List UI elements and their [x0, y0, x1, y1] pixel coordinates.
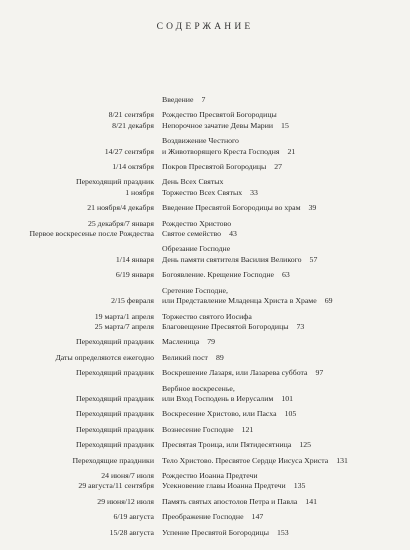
toc-row	[0, 95, 410, 105]
toc-entry[interactable]	[162, 312, 397, 322]
toc-entry-title: Рождество Пресвятой Богородицы	[162, 110, 277, 120]
toc-date: Переходящий праздник	[75, 337, 154, 347]
toc-page-number: 33	[250, 187, 258, 197]
toc-entries	[162, 512, 397, 522]
toc-date: 6/19 января	[115, 270, 154, 280]
toc-entries	[162, 456, 397, 466]
toc-dates	[0, 110, 154, 131]
toc-dates	[0, 471, 154, 492]
toc-entry-title: Введение	[162, 95, 194, 104]
toc-entry[interactable]	[162, 244, 397, 254]
toc-entries	[162, 409, 397, 419]
toc-entries	[162, 162, 397, 172]
toc-entry[interactable]	[162, 255, 397, 265]
toc-page-number: 69	[324, 296, 333, 306]
toc-entry-title: Преображение Господне	[162, 512, 244, 522]
toc-entries	[162, 440, 397, 450]
toc-entries	[162, 110, 397, 131]
toc-page-number: 21	[287, 146, 296, 156]
toc-entries	[162, 425, 397, 435]
toc-date: 25 декабря/7 января	[87, 218, 154, 228]
toc-row	[0, 286, 410, 307]
toc-date	[0, 136, 154, 146]
toc-dates	[0, 497, 154, 507]
toc-row	[0, 270, 410, 280]
toc-entry[interactable]	[162, 481, 397, 491]
page-title: СОДЕРЖАНИЕ	[156, 22, 254, 32]
toc-entry-title: День памяти святителя Василия Великого	[162, 254, 302, 264]
toc-entry-title: Обрезание Господне	[162, 244, 231, 254]
toc-entry[interactable]	[162, 270, 397, 280]
toc-entry-title: Вознесение Господне	[162, 424, 234, 434]
toc-page-number: 39	[308, 203, 317, 213]
toc-row	[0, 425, 410, 435]
toc-row	[0, 110, 410, 131]
toc-entry[interactable]	[162, 440, 397, 450]
toc-row	[0, 384, 410, 405]
toc-dates	[0, 286, 154, 307]
toc-date: 8/21 декабря	[112, 120, 154, 130]
toc-entries	[162, 95, 397, 105]
toc-entry[interactable]	[162, 337, 397, 347]
toc-entries	[162, 312, 397, 333]
toc-entry-title: или Вход Господень в Иерусалим	[162, 393, 274, 403]
toc-entries	[162, 528, 397, 538]
toc-entries	[162, 219, 397, 240]
toc-entry-title: День Всех Святых	[162, 177, 224, 187]
toc-entry-title: Святое семейство	[162, 229, 222, 239]
toc-entry[interactable]	[162, 110, 397, 120]
toc-entry[interactable]	[162, 188, 397, 198]
toc-dates	[0, 425, 154, 435]
toc-date	[0, 384, 154, 394]
toc-page-number: 131	[336, 455, 348, 465]
toc-dates	[0, 95, 154, 105]
toc-date: 29 июня/12 июля	[97, 496, 154, 506]
toc-entry[interactable]	[162, 512, 397, 522]
toc-date: 1/14 октября	[112, 162, 154, 172]
toc-entry-title: Торжество святого Иосифа	[162, 311, 252, 321]
toc-row	[0, 162, 410, 172]
toc-dates	[0, 456, 154, 466]
toc-entries	[162, 384, 397, 405]
toc-entry[interactable]	[162, 286, 397, 296]
toc-entry[interactable]	[162, 121, 397, 131]
toc-row	[0, 337, 410, 347]
toc-row	[0, 528, 410, 538]
toc-row	[0, 136, 410, 157]
toc-entry[interactable]	[162, 528, 397, 538]
toc-row	[0, 203, 410, 213]
toc-date: 2/15 февраля	[111, 296, 154, 306]
toc-entries	[162, 203, 397, 213]
toc-entry-title: Воскрешение Лазаря, или Лазарева суббота	[162, 368, 308, 378]
toc-entry[interactable]	[162, 219, 397, 229]
toc-date: 14/27 сентября	[104, 146, 154, 156]
toc-entry[interactable]	[162, 147, 397, 157]
toc-entry[interactable]	[162, 95, 397, 105]
toc-page-number: 101	[281, 393, 294, 403]
toc-date: Переходящие праздники	[72, 455, 154, 465]
toc-row	[0, 440, 410, 450]
toc-page-number: 135	[293, 481, 306, 491]
toc-entry-title: Рождество Христово	[162, 218, 232, 228]
toc-date: Переходящий праздник	[75, 409, 154, 419]
toc-dates	[0, 203, 154, 213]
toc-entry[interactable]	[162, 409, 397, 419]
toc-page-number: 121	[241, 424, 254, 434]
toc-row	[0, 312, 410, 333]
toc-entries	[162, 497, 397, 507]
toc-entry-title: Воскресение Христово, или Пасха	[162, 409, 277, 419]
toc-dates	[0, 368, 154, 378]
toc-date: Переходящий праздник	[75, 177, 154, 187]
toc-entry-title: или Представление Младенца Христа в Храме	[162, 296, 317, 306]
toc-date: 8/21 сентября	[108, 110, 154, 120]
toc-entry-title: Воздвижение Честного	[162, 136, 239, 146]
toc-page-number: 27	[274, 162, 283, 172]
toc-date: Переходящий праздник	[75, 440, 154, 450]
toc-entries	[162, 337, 397, 347]
toc-date: Даты определяются ежегодно	[55, 352, 154, 362]
toc-entry-title: Память святых апостолов Петра и Павла	[162, 496, 298, 506]
toc-entry[interactable]	[162, 162, 397, 172]
toc-entry[interactable]	[162, 136, 397, 146]
toc-page-number: 147	[251, 512, 264, 522]
toc-page-number: 7	[201, 95, 206, 104]
toc-entry-title: Масленица	[162, 337, 200, 347]
toc-page-number: 105	[284, 409, 297, 419]
toc-dates	[0, 528, 154, 538]
toc-entry[interactable]	[162, 322, 397, 332]
toc-entries	[162, 471, 397, 492]
toc-entries	[162, 177, 397, 198]
toc-dates	[0, 219, 154, 240]
toc-entry-title: Сретение Господне,	[162, 285, 228, 295]
toc-row	[0, 219, 410, 240]
toc-date: 24 июня/7 июля	[101, 470, 154, 480]
toc-entries	[162, 244, 397, 265]
toc-dates	[0, 136, 154, 157]
toc-date	[0, 95, 154, 105]
toc-entry-title: Пресвятая Троица, или Пятидесятница	[162, 440, 292, 450]
toc-page-number: 63	[281, 270, 290, 280]
toc-dates	[0, 312, 154, 333]
toc-entry[interactable]	[162, 368, 397, 378]
toc-entry[interactable]	[162, 353, 397, 363]
toc-entry-title: Вербное воскресенье,	[162, 383, 235, 393]
toc-page-number: 141	[305, 496, 317, 506]
toc-entry[interactable]	[162, 394, 397, 404]
toc-entry-title: Тело Христово. Пресвятое Сердце Иисуса Христа	[162, 455, 329, 465]
toc-entry-title: Усекновение главы Иоанна Предтечи	[162, 481, 286, 491]
toc-row	[0, 512, 410, 522]
toc-entry[interactable]	[162, 384, 397, 394]
toc-page-number: 97	[315, 368, 324, 378]
toc-entry-title: и Животворящего Креста Господня	[162, 146, 280, 156]
toc-entry-title: Рождество Иоанна Предтечи	[162, 470, 258, 480]
toc-row	[0, 471, 410, 492]
toc-entry-title: Благовещение Пресвятой Богородицы	[162, 321, 289, 331]
toc-dates	[0, 177, 154, 198]
toc-entries	[162, 136, 397, 157]
toc-entry[interactable]	[162, 497, 397, 507]
toc-entry[interactable]	[162, 229, 397, 239]
toc-entries	[162, 286, 397, 307]
toc-row	[0, 368, 410, 378]
toc-date: Переходящий праздник	[75, 368, 154, 378]
toc-dates	[0, 512, 154, 522]
toc-page-number: 73	[296, 321, 305, 331]
toc-page-number: 125	[299, 440, 312, 450]
toc-row	[0, 409, 410, 419]
toc-date: 19 марта/1 апреля	[94, 311, 154, 321]
toc-dates	[0, 162, 154, 172]
toc-page-number: 15	[281, 120, 289, 130]
toc-date: Переходящий праздник	[75, 393, 154, 403]
toc-entry[interactable]	[162, 296, 397, 306]
toc-date	[0, 244, 154, 254]
toc-date: 1 ноября	[125, 187, 154, 197]
toc-entry[interactable]	[162, 456, 397, 466]
toc-page-number: 89	[215, 352, 224, 362]
toc-date: 1/14 января	[115, 254, 154, 264]
toc-entry[interactable]	[162, 203, 397, 213]
toc-entry[interactable]	[162, 425, 397, 435]
toc-date: 15/28 августа	[109, 527, 154, 537]
toc-date: 25 марта/7 апреля	[94, 321, 154, 331]
toc-dates	[0, 409, 154, 419]
toc-entry-title: Введение Пресвятой Богородицы во храм	[162, 203, 301, 213]
toc-date: 6/19 августа	[113, 512, 154, 522]
toc-entry-title: Покров Пресвятой Богородицы	[162, 162, 267, 172]
toc-entry-title: Богоявление. Крещение Господне	[162, 270, 274, 280]
toc-date: 21 ноября/4 декабря	[87, 203, 154, 213]
toc-row	[0, 244, 410, 265]
toc-entry[interactable]	[162, 471, 397, 481]
toc-page-number: 79	[207, 337, 215, 347]
toc-dates	[0, 270, 154, 280]
toc-date	[0, 286, 154, 296]
toc-entry-title: Великий пост	[162, 352, 208, 362]
toc-entries	[162, 353, 397, 363]
toc-date: Переходящий праздник	[75, 424, 154, 434]
toc-dates	[0, 337, 154, 347]
toc-row	[0, 353, 410, 363]
toc-page-number: 43	[229, 229, 237, 239]
toc-entries	[162, 270, 397, 280]
toc-row	[0, 177, 410, 198]
toc-page-number: 153	[276, 527, 289, 537]
toc-page-number: 57	[309, 254, 318, 264]
toc-entry-title: Непорочное зачатие Девы Марии	[162, 120, 274, 130]
toc-entry-title: Успение Пресвятой Богородицы	[162, 527, 269, 537]
toc-dates	[0, 244, 154, 265]
toc-row	[0, 456, 410, 466]
toc-dates	[0, 384, 154, 405]
toc-entries	[162, 368, 397, 378]
toc-entry-title: Торжество Всех Святых	[162, 187, 243, 197]
toc-entry[interactable]	[162, 177, 397, 187]
toc-dates	[0, 353, 154, 363]
table-of-contents	[0, 95, 410, 543]
toc-date: 29 августа/11 сентября	[78, 481, 154, 491]
toc-dates	[0, 440, 154, 450]
toc-date: Первое воскресенье после Рождества	[29, 229, 154, 239]
toc-row	[0, 497, 410, 507]
